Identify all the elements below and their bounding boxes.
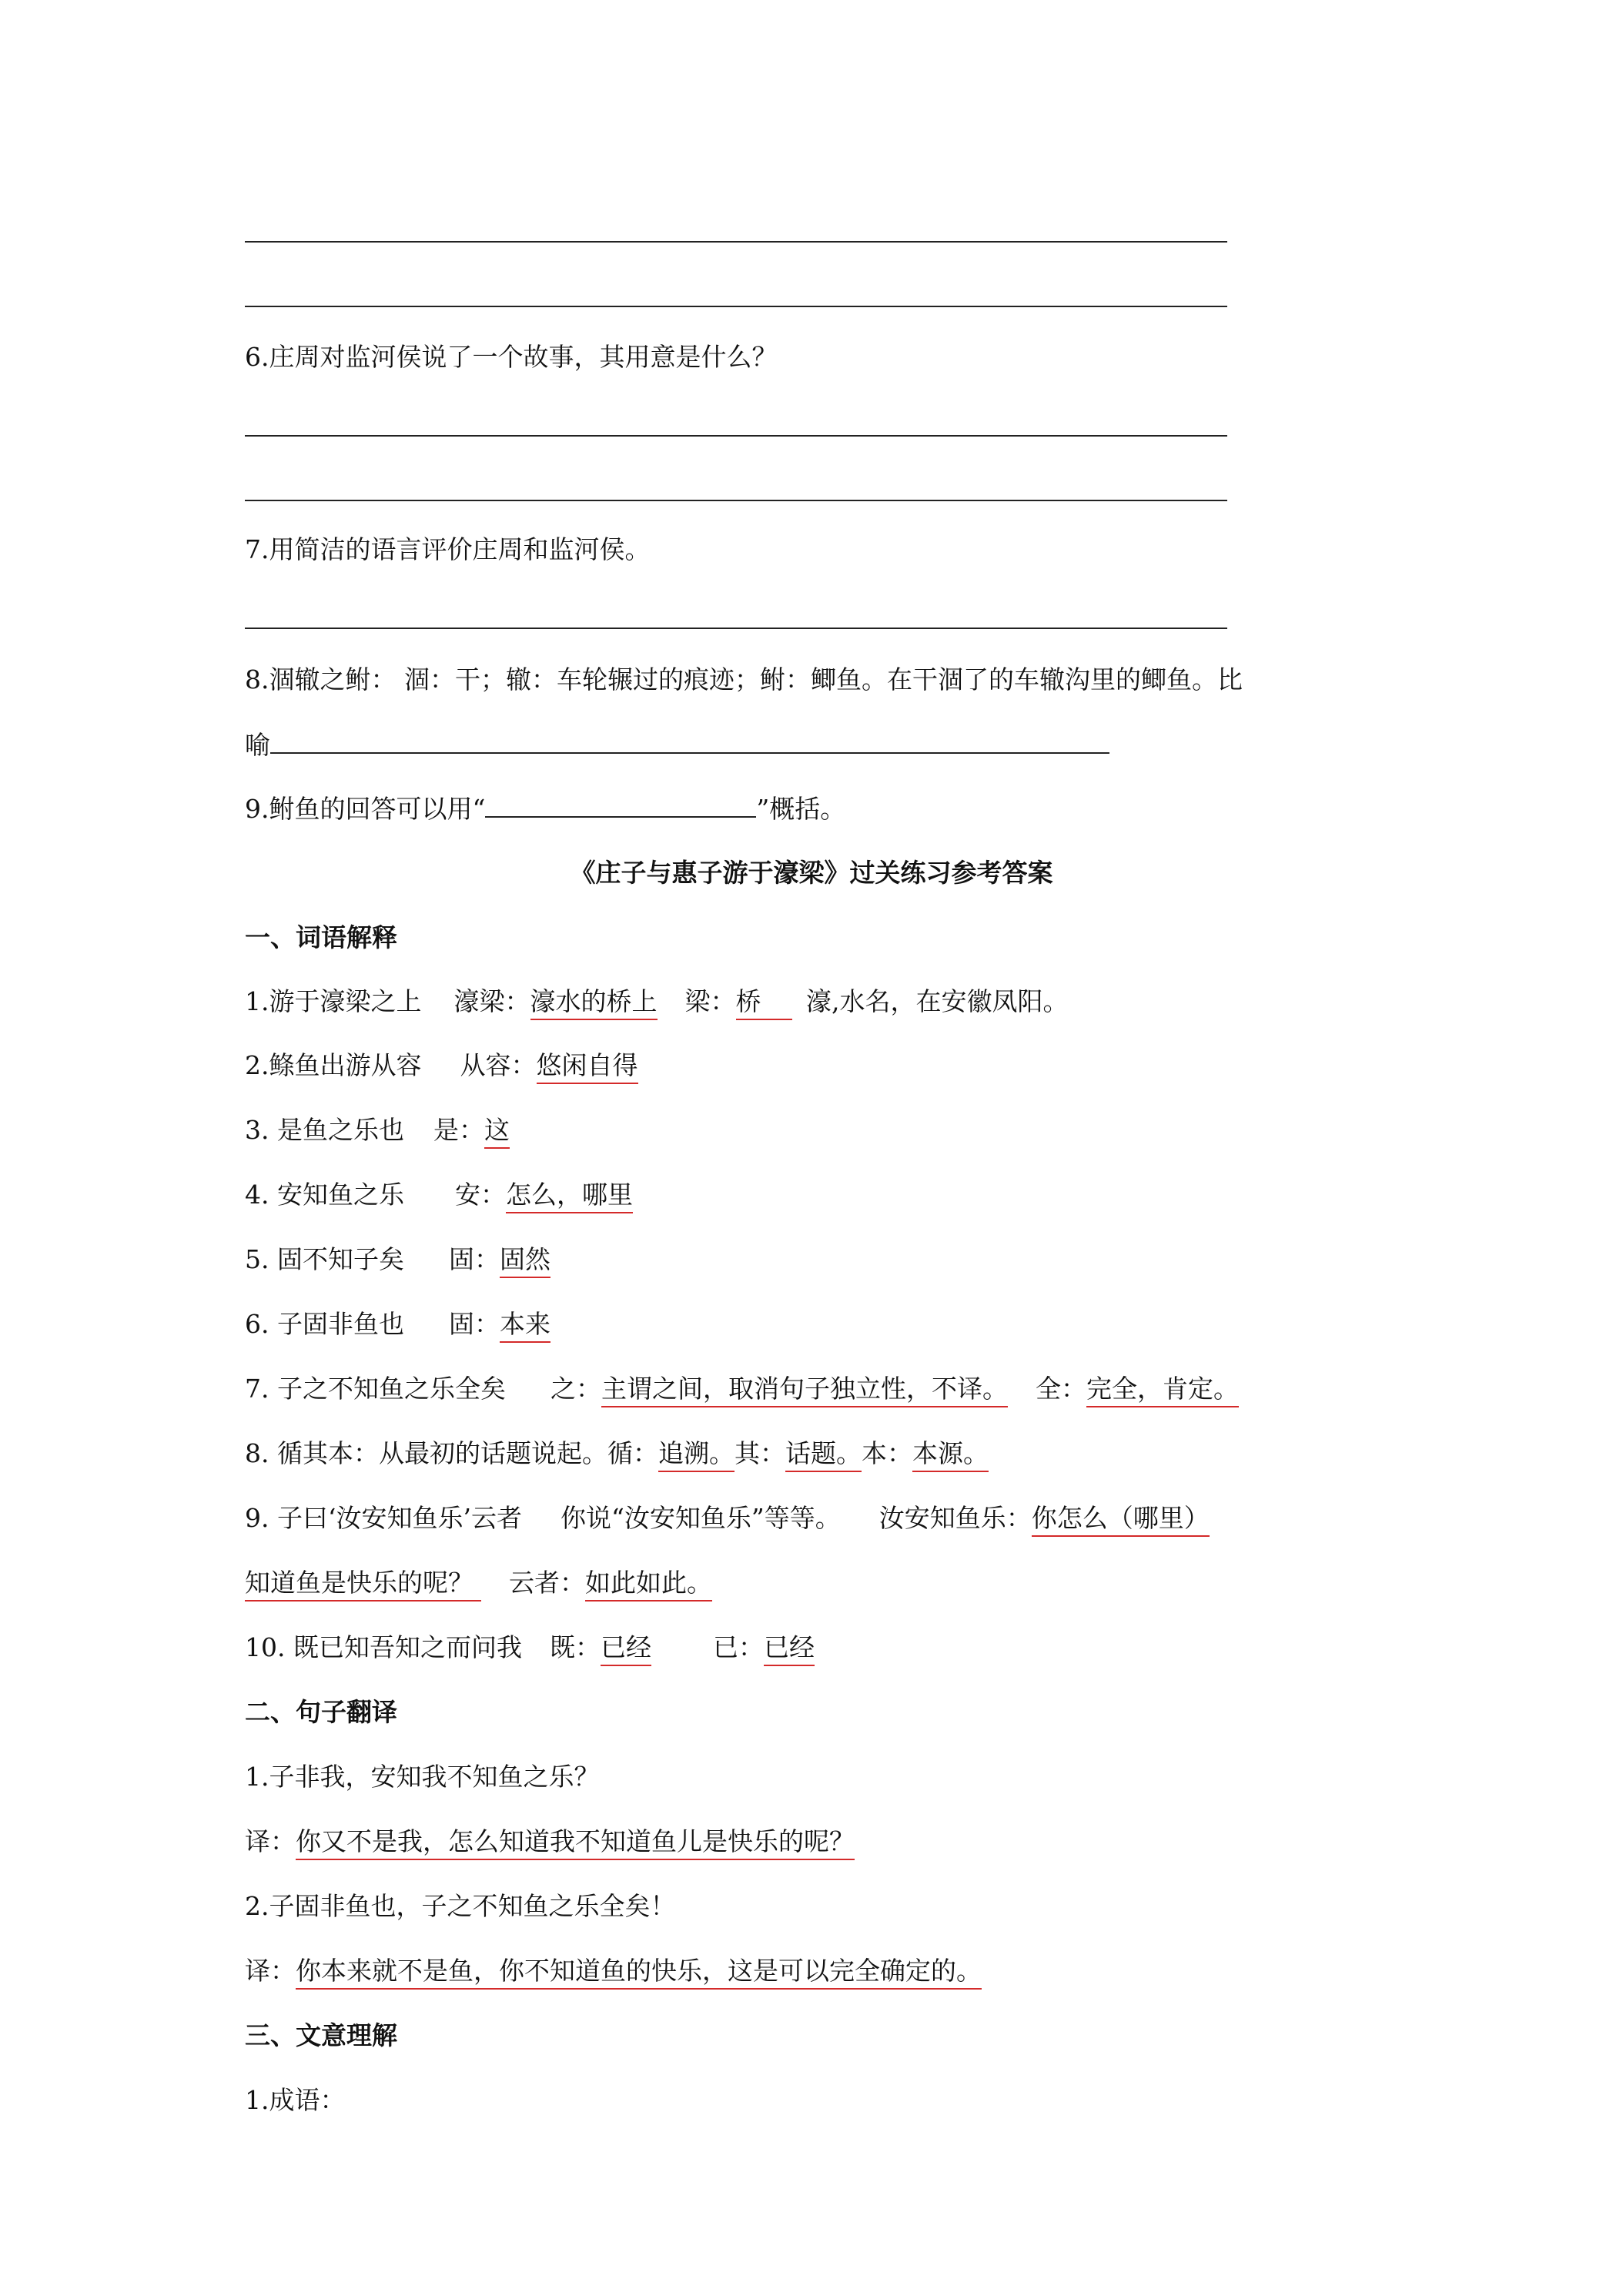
answer-text: 完全，肯定。 — [1086, 1374, 1239, 1407]
answer-text: 固然 — [500, 1244, 550, 1278]
answer-text: 已经 — [601, 1632, 651, 1666]
comprehension-question: 1.成语： — [245, 2085, 346, 2115]
vocab-item — [245, 980, 1069, 1023]
vocab-text: 6. 子固非鱼也 — [245, 1309, 404, 1339]
vocab-item — [245, 1432, 989, 1475]
answer-text: 桥 — [736, 986, 793, 1020]
answer-key-title: 《庄子与惠子游于濠梁》过关练习参考答案 — [570, 858, 1053, 888]
gloss-label: 安： — [454, 1180, 506, 1210]
question-8-prefix: 喻 — [245, 730, 270, 760]
answer-text: 你怎么（哪里） — [1032, 1503, 1210, 1537]
gloss-label: 既： — [549, 1632, 601, 1662]
sentence-original: 2.子固非鱼也，子之不知鱼之乐全矣！ — [245, 1891, 676, 1921]
question-6: 6.庄周对监河侯说了一个故事，其用意是什么？ — [245, 342, 778, 372]
answer-line — [245, 306, 1227, 307]
answer-text: 你本来就不是鱼，你不知道鱼的快乐，这是可以完全确定的。 — [296, 1956, 982, 1990]
gloss-label: 从容： — [460, 1050, 537, 1080]
answer-text: 你又不是我，怎么知道我不知道鱼儿是快乐的呢？ — [296, 1826, 855, 1860]
gloss-label: 是： — [433, 1115, 484, 1145]
answer-text: 已经 — [764, 1632, 815, 1666]
vocab-item — [245, 1109, 510, 1152]
translation-label: 译： — [245, 1826, 296, 1856]
translation-label: 译： — [245, 1956, 296, 1986]
vocab-text: 4. 安知鱼之乐 — [245, 1180, 404, 1210]
answer-text: 如此如此。 — [585, 1568, 712, 1602]
vocab-item — [245, 1044, 638, 1087]
question-8-line1: 8.涸辙之鲋： 涸：干；辙：车轮辗过的痕迹；鲋：鲫鱼。在干涸了的车辙沟里的鲫鱼。比 — [245, 664, 1243, 694]
answer-text: 本来 — [500, 1309, 550, 1343]
section-heading: 三、文意理解 — [245, 2020, 397, 2050]
gloss-label: 其： — [734, 1438, 785, 1468]
note-text: 濠,水名，在安徽凤阳。 — [806, 986, 1069, 1016]
answer-text: 本源。 — [912, 1438, 989, 1472]
question-9 — [245, 787, 845, 830]
vocab-text: 1.游于濠梁之上 — [245, 986, 422, 1016]
gloss-label: 濠梁： — [453, 986, 530, 1016]
vocab-text: 8. 循其本：从最初的话题说起。循： — [245, 1438, 658, 1468]
answer-text: 主谓之间，取消句子独立性，不译。 — [601, 1374, 1008, 1407]
vocab-item — [245, 1626, 815, 1669]
fill-blank — [270, 723, 1109, 754]
section-heading: 二、句子翻译 — [245, 1697, 397, 1727]
answer-text: 濠水的桥上 — [530, 986, 658, 1020]
sentence-original: 1.子非我，安知我不知鱼之乐？ — [245, 1762, 600, 1792]
vocab-text: 5. 固不知子矣 — [245, 1244, 404, 1274]
explanation-text: 你说“汝安知鱼乐”等等。 — [560, 1503, 841, 1533]
vocab-text: 3. 是鱼之乐也 — [245, 1115, 404, 1145]
question-7: 7.用简洁的语言评价庄周和监河侯。 — [245, 534, 651, 564]
fill-blank — [485, 787, 756, 818]
question-8-line2 — [245, 723, 1109, 766]
answer-line — [245, 628, 1227, 629]
question-9-prefix: 9.鲋鱼的回答可以用“ — [245, 794, 486, 824]
question-9-suffix: ”概括。 — [756, 794, 846, 824]
gloss-label: 汝安知鱼乐： — [878, 1503, 1032, 1533]
vocab-item — [245, 1173, 633, 1217]
vocab-text: 7. 子之不知鱼之乐全矣 — [245, 1374, 506, 1404]
answer-text: 追溯。 — [658, 1438, 735, 1472]
answer-text: 知道鱼是快乐的呢？ — [245, 1568, 481, 1602]
sentence-translation — [245, 1950, 982, 1993]
gloss-label: 云者： — [509, 1568, 585, 1598]
gloss-label: 之： — [550, 1374, 601, 1404]
answer-line — [245, 500, 1227, 501]
sentence-translation — [245, 1820, 855, 1863]
answer-text: 这 — [484, 1115, 510, 1149]
vocab-text: 2.鲦鱼出游从容 — [245, 1050, 422, 1080]
vocab-item — [245, 1367, 1239, 1411]
gloss-label: 固： — [448, 1244, 500, 1274]
gloss-label: 梁： — [684, 986, 736, 1016]
vocab-text: 10. 既已知吾知之而问我 — [245, 1632, 522, 1662]
vocab-item — [245, 1497, 1210, 1540]
gloss-label: 本： — [861, 1438, 912, 1468]
answer-text: 怎么，哪里 — [506, 1180, 633, 1213]
gloss-label: 固： — [448, 1309, 500, 1339]
answer-text: 话题。 — [785, 1438, 862, 1472]
vocab-text: 9. 子曰‘汝安知鱼乐’云者 — [245, 1503, 522, 1533]
section-heading: 一、词语解释 — [245, 922, 397, 952]
vocab-item — [245, 1238, 550, 1281]
answer-line — [245, 241, 1227, 243]
answer-text: 悠闲自得 — [537, 1050, 638, 1084]
vocab-item-continued — [245, 1561, 712, 1605]
gloss-label: 全： — [1035, 1374, 1086, 1404]
answer-line — [245, 435, 1227, 437]
gloss-label: 已： — [712, 1632, 764, 1662]
vocab-item — [245, 1303, 550, 1346]
